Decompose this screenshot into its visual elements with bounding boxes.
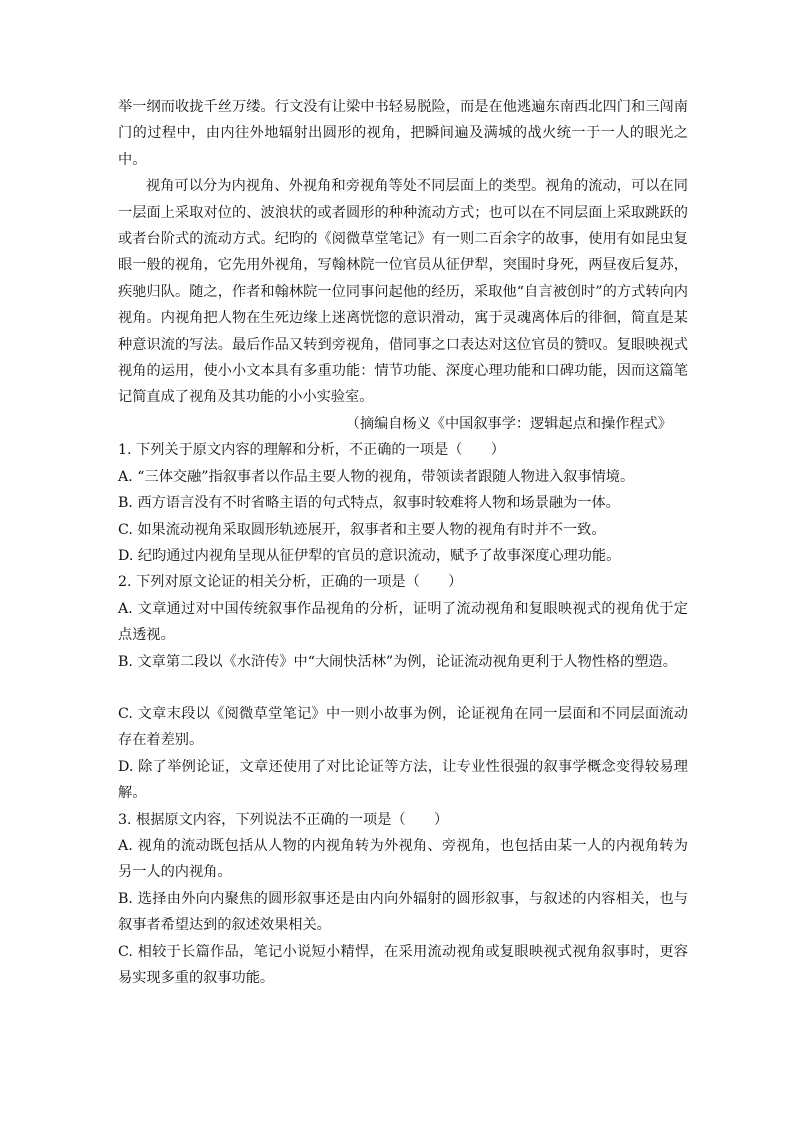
text-column [118, 94, 688, 991]
question-1 [118, 437, 688, 569]
question-stem: 1. 下列关于原文内容的理解和分析，不正确的一项是（ ） [118, 442, 505, 459]
question-3 [118, 807, 688, 992]
passage-paragraph-1-tail: 举一纲而收拢千丝万缕。行文没有让梁中书轻易脱险，而是在他逃遍东南西北四门和三闯南门的过程中，由内往外地辐射出圆形的视角，把瞬间遍及满城的战火统一于一人的眼光之中。 [118, 99, 688, 168]
option-d: D. 纪昀通过内视角呈现从征伊犁的官员的意识流动，赋予了故事深度心理功能。 [118, 547, 621, 564]
option-c: C. 如果流动视角采取圆形轨迹展开，叙事者和主要人物的视角有时并不一致。 [118, 521, 606, 538]
option-b: B. 选择由外向内聚焦的圆形叙事还是由内向外辐射的圆形叙事，与叙述的内容相关，也与叙事者希望达到的叙述效果相关。 [118, 890, 688, 934]
option-c: C. 相较于长篇作品，笔记小说短小精悍，在采用流动视角或复眼映视式视角叙事时，更容易实现多重的叙事功能。 [118, 943, 688, 986]
passage-paragraph-2: 视角可以分为内视角、外视角和旁视角等处不同层面上的类型。视角的流动，可以在同一层面上采取对位的、波浪状的或者圆形的种种流动方式；也可以在不同层面上采取跳跃的或者台阶式的流动方式。纪昀的《阅微草堂笔记》有一则二百余字的故事，使用有如昆虫复眼一般的视角，它先用外视角，写翰林院一位官员从征伊犁，突围时身死，两昼夜后复苏，疾驰归队。随之，作者和翰林院一位同事问起他的经历，采取他“自言被创时”的方式转向内视角。内视角把人物在生死边缘上迷离恍惚的意识滑动，寓于灵魂离体后的徘徊，简直是某种意识流的写法。最后作品又转到旁视角，借同事之口表达对这位官员的赞叹。复眼映视式视角的运用，使小小文本具有多重功能：情节功能、深度心理功能和口碑功能，因而这篇笔记简直成了视角及其功能的小小实验室。 [118, 178, 688, 406]
option-b: B. 文章第二段以《水浒传》中“大闹快活林”为例，论证流动视角更利于人物性格的塑造。 [118, 653, 677, 670]
question-stem: 2. 下列对原文论证的相关分析，正确的一项是（ ） [118, 574, 463, 591]
option-c: C. 文章末段以《阅微草堂笔记》中一则小故事为例，论证视角在同一层面和不同层面流动存在着差别。 [118, 705, 688, 749]
option-a: A. 文章通过对中国传统叙事作品视角的分析，证明了流动视角和复眼映视式的视角优于定点透视。 [118, 600, 688, 644]
question-stem: 3. 根据原文内容，下列说法不正确的一项是（ ） [118, 811, 449, 828]
question-2 [118, 569, 688, 806]
option-a: A. “三体交融”指叙事者以作品主要人物的视角，带领读者跟随人物进入叙事情境。 [118, 468, 635, 485]
source-citation: （摘编自杨义《中国叙事学：逻辑起点和操作程式》 [345, 415, 672, 432]
blank-line [118, 675, 688, 701]
option-a: A. 视角的流动既包括从人物的内视角转为外视角、旁视角，也包括由某一人的内视角转为另一人的内视角。 [118, 837, 688, 881]
option-b: B. 西方语言没有不时省略主语的句式特点，叙事时较难将人物和场景融为一体。 [118, 495, 620, 512]
option-d: D. 除了举例论证，文章还使用了对比论证等方法，让专业性很强的叙事学概念变得较易理解。 [118, 758, 688, 802]
